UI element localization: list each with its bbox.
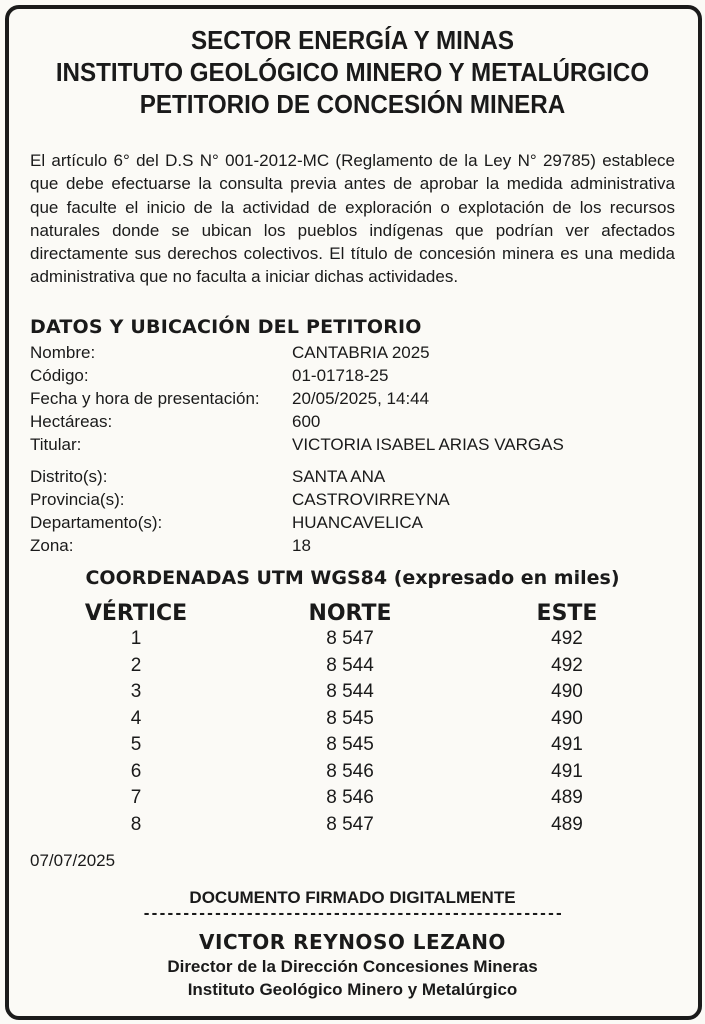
field-label: Titular: (30, 435, 82, 454)
column-header-north: NORTE (308, 601, 392, 626)
vertex-cell: 8 (130, 813, 142, 835)
field-value: 20/05/2025, 14:44 (292, 389, 430, 408)
east-cell: 489 (551, 813, 583, 835)
vertex-cell: 2 (130, 654, 142, 676)
publication-date: 07/07/2025 (30, 851, 116, 870)
column-header-vertex: VÉRTICE (84, 601, 188, 626)
north-cell: 8 546 (326, 760, 374, 782)
signer-institution: Instituto Geológico Minero y Metalúrgico (187, 980, 518, 999)
vertex-cell: 4 (130, 707, 142, 729)
vertex-cell: 7 (130, 787, 142, 808)
vertex-cell: 6 (130, 760, 142, 782)
field-value: 18 (292, 536, 311, 555)
north-cell: 8 545 (326, 707, 374, 729)
section-title: DATOS Y UBICACIÓN DEL PETITORIO (30, 316, 422, 338)
north-cell: 8 546 (326, 787, 374, 808)
field-label: Código: (30, 366, 89, 385)
east-cell: 491 (551, 760, 583, 782)
east-cell: 491 (551, 734, 583, 755)
field-value: CANTABRIA 2025 (292, 343, 430, 362)
field-value: 600 (292, 412, 321, 431)
vertex-cell: 1 (130, 628, 142, 649)
east-cell: 490 (551, 707, 583, 729)
field-label: Provincia(s): (30, 490, 125, 509)
intro-paragraph: El artículo 6° del D.S N° 001-2012-MC (Reglamento de la Ley N° 29785) establece que debe efectuarse la consulta previa antes de aprobar la medida administrativa que faculte el inicio de la actividad de exploración o explotación de los recursos naturales donde se ubican los pueblos indígenas que podrían ver afectados directamente sus derechos colectivos. El título de concesión minera es una medida administrativa que no faculta a iniciar dichas actividades. (30, 151, 675, 287)
field-label: Distrito(s): (30, 467, 108, 486)
north-cell: 8 545 (326, 734, 374, 755)
field-label: Departamento(s): (30, 513, 163, 532)
signer-name: VICTOR REYNOSO LEZANO (199, 930, 506, 954)
notice-header (0, 24, 705, 120)
east-cell: 492 (551, 628, 583, 649)
vertex-cell: 5 (130, 734, 142, 755)
field-label: Fecha y hora de presentación: (30, 389, 260, 408)
field-value: CASTROVIRREYNA (292, 490, 450, 509)
field-label: Hectáreas: (30, 412, 113, 431)
column-header-east: ESTE (536, 601, 598, 626)
vertex-cell: 3 (130, 681, 142, 702)
header-sector: SECTOR ENERGÍA Y MINAS (191, 25, 514, 55)
field-value: 01-01718-25 (292, 366, 389, 385)
header-document-type: PETITORIO DE CONCESIÓN MINERA (139, 89, 566, 119)
north-cell: 8 544 (326, 654, 374, 676)
east-cell: 492 (551, 654, 583, 676)
east-cell: 490 (551, 681, 583, 702)
signature-line: ----------------------------------------------------- (142, 906, 563, 922)
field-label: Zona: (30, 536, 74, 555)
north-cell: 8 547 (326, 813, 374, 835)
north-cell: 8 544 (326, 681, 374, 702)
field-value: HUANCAVELICA (292, 513, 423, 532)
east-cell: 489 (551, 787, 583, 808)
coordinates-title: COORDENADAS UTM WGS84 (expresado en miles) (85, 567, 620, 589)
field-value: SANTA ANA (292, 467, 386, 486)
signed-notice: DOCUMENTO FIRMADO DIGITALMENTE (189, 888, 516, 907)
field-value: VICTORIA ISABEL ARIAS VARGAS (292, 435, 564, 454)
field-label: Nombre: (30, 343, 96, 362)
signer-role: Director de la Dirección Concesiones Mineras (167, 957, 538, 976)
header-institute: INSTITUTO GEOLÓGICO MINERO Y METALÚRGICO (55, 57, 650, 87)
north-cell: 8 547 (326, 628, 374, 649)
